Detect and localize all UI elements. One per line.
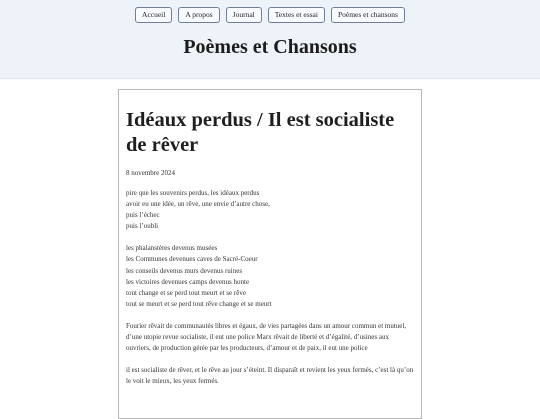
site-header: [0, 0, 540, 79]
nav-accueil-button[interactable]: Accueil: [135, 7, 172, 23]
nav-a-propos-button[interactable]: A propos: [178, 7, 219, 23]
prose-paragraph-1: Fourier rêvait de communautés libres et égaux, de vies partagées dans un amour commun et mutuel, d’une utopie revue socialiste, il eut une police Marx rêvait de liberté et d’égalité, d’usines aux ouvriers, de production gérée par les producteurs, d’amour et de paix, il eut une police: [126, 321, 407, 353]
poem-line: avoir eu une idée, un rêve, une envie d’autre chose,: [126, 200, 270, 209]
nav-textes-essai-button[interactable]: Textes et essai: [268, 7, 325, 23]
nav-journal-button[interactable]: Journal: [226, 7, 262, 23]
poem-line: les victoires devenues camps devenus honte: [126, 277, 250, 286]
poem-line: puis l’échec: [126, 211, 160, 220]
poem-line: les Communes devenues caves de Sacré-Coeur: [126, 255, 258, 264]
page-title: Poèmes et Chansons: [183, 36, 357, 58]
post-date: 8 novembre 2024: [126, 169, 175, 177]
poem-line: tout change et se perd tout meurt et se rêve: [126, 288, 246, 297]
top-navigation: [0, 7, 540, 23]
prose-paragraph-2: il est socialiste de rêver, et le rêve au jour s’éteint. Il disparaît et revient les yeux fermés, c’est là qu’on le voit le mieux, les yeux fermés.: [126, 366, 414, 386]
poem-line: puis l’oubli: [126, 222, 159, 231]
article-card: [118, 89, 422, 419]
poem-stanza-1: [126, 188, 414, 232]
post-title: Idéaux perdus / Il est socialiste de rêver: [126, 109, 395, 156]
nav-poemes-chansons-button[interactable]: Poèmes et chansons: [331, 7, 405, 23]
poem-line: les phalanstères devenus musées: [126, 244, 218, 253]
poem-stanza-2: [126, 243, 414, 310]
poem-line: tout se meurt et se perd tout rêve change et se meurt: [126, 299, 272, 308]
poem-line: pire que les souvenirs perdus, les idéaux perdus: [126, 189, 260, 197]
poem-line: les conseils devenus murs devenus ruines: [126, 266, 243, 275]
